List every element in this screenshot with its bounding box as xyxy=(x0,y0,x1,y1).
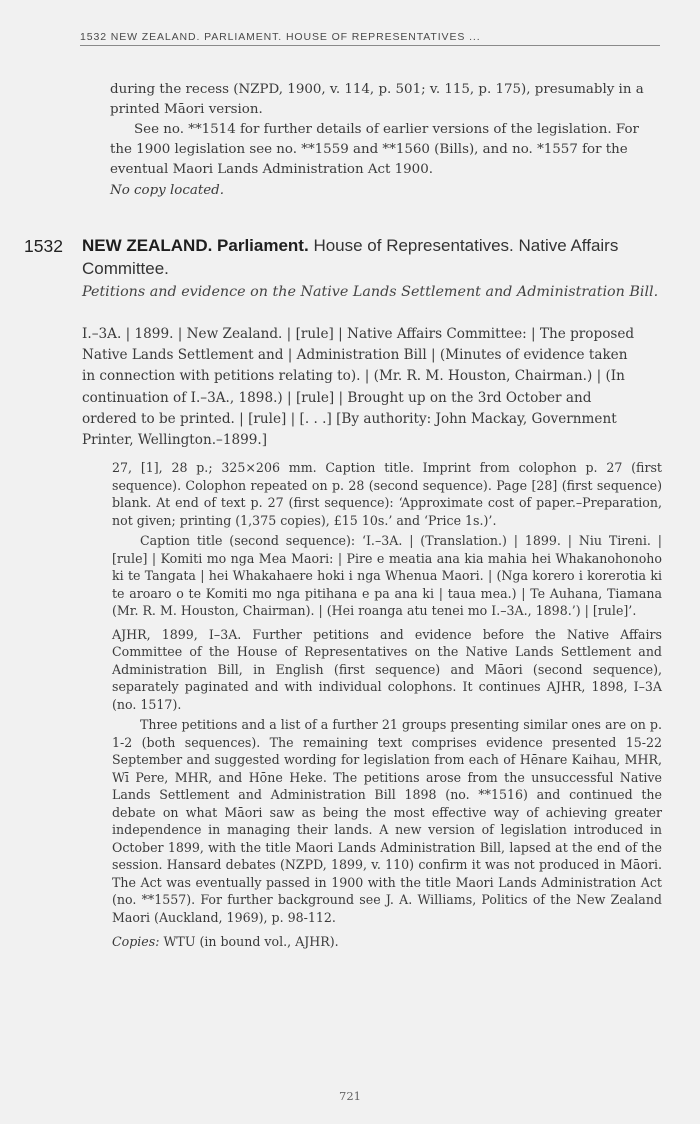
copies-line xyxy=(112,933,662,951)
running-head-rule xyxy=(80,45,660,46)
running-head: 1532 NEW ZEALAND. PARLIAMENT. HOUSE OF REPRESENTATIVES ... xyxy=(80,31,481,43)
page-number: 721 xyxy=(339,1089,361,1103)
previous-entry-see-also: See no. **1514 for further details of earlier versions of the legislation. For the 1900 legislation see no. **1559 and **1560 (Bills), and no. *1557 for the eventual Maori Lands Administration Act 1900. xyxy=(110,122,639,177)
ajhr-paragraph: AJHR, 1899, I–3A. Further petitions and evidence before the Native Affairs Committee of the House of Representatives on the Native Lands Settlement and Administration Bill, in English (first sequence) and Māori (second sequence), separately paginated and with individual colophons. It continues AJHR, 1898, I–3A (no. 1517). xyxy=(112,626,662,712)
copies-label: Copies: xyxy=(112,934,160,949)
entry-description xyxy=(112,459,662,951)
entry-heading-body: House of Representatives. Native Affairs Committee. xyxy=(82,236,619,278)
title-page-transcription: I.–3A. | 1899. | New Zealand. | [rule] | Native Affairs Committee: | The proposed Native Lands Settlement and | Administration Bill | (Minutes of evidence taken in connection with petitions relating to). | (Mr. R. M. Houston, Chairman.) | (In continuation of I.–3A., 1898.) | [rule] | Brought up on the 3rd October and ordered to be printed. | [rule] | [. . .] [By authority: John Mackay, Government Printer, Wellington.–1899.] xyxy=(82,326,635,449)
collation-paragraph: 27, [1], 28 p.; 325×206 mm. Caption title. Imprint from colophon p. 27 (first sequence). Colophon repeated on p. 28 (second sequence). Page [28] (first sequence) blank. At end of text p. 27 (first sequence): ‘Approximate cost of paper.–Preparation, not given; printing (1,375 copies), £15 10s.’ and ‘Price 1s.)’. xyxy=(112,460,662,528)
copies-locations: WTU (in bound vol., AJHR). xyxy=(163,934,339,949)
entry-title: Petitions and evidence on the Native Lands Settlement and Administration Bill. xyxy=(82,284,659,300)
previous-entry-no-copy: No copy located. xyxy=(110,183,224,198)
caption-title-paragraph: Caption title (second sequence): ‘I.–3A. | (Translation.) | 1899. | Niu Tireni. | [rule] | Komiti mo nga Mea Maori: | Pire e meatia ana kia mahia hei Whakanohonoho ki te Tangata | hei Whakahaere hoki i nga Whenua Maori. | (Nga korero i korerotia ki te aroaro o te Komiti mo nga pitihana e pa ana ki | taua mea.) | Te Auhana, Tiamana (Mr. R. M. Houston, Chairman). | (Hei roanga atu tenei mo I.–3A., 1898.’) | [rule]’. xyxy=(112,533,662,618)
entry-heading-author: NEW ZEALAND. Parliament. xyxy=(82,236,309,255)
previous-entry-continuation xyxy=(110,80,662,201)
entry-heading xyxy=(82,234,667,303)
previous-entry-paragraph: during the recess (NZPD, 1900, v. 114, p. 501; v. 115, p. 175), presumably in a printed Māori version. xyxy=(110,82,644,117)
entry-number: 1532 xyxy=(24,236,63,256)
notes-paragraph: Three petitions and a list of a further 21 groups presenting similar ones are on p. 1-2 (both sequences). The remaining text comprises evidence presented 15-22 September and suggested wording for legislation from each of Hēnare Kaihau, MHR, Wī Pere, MHR, and Hōne Heke. The petitions arose from the unsuccessful Native Lands Settlement and Administration Bill 1898 (no. **1516) and continued the debate on what Māori saw as being the most effective way of achieving greater independence in managing their lands. A new version of legislation introduced in October 1899, with the title Maori Lands Administration Bill, lapsed at the end of the session. Hansard debates (NZPD, 1899, v. 110) confirm it was not produced in Māori. The Act was eventually passed in 1900 with the title Maori Lands Administration Act (no. **1557). For further background see J. A. Williams, Politics of the New Zealand Maori (Auckland, 1969), p. 98-112. xyxy=(112,717,662,925)
